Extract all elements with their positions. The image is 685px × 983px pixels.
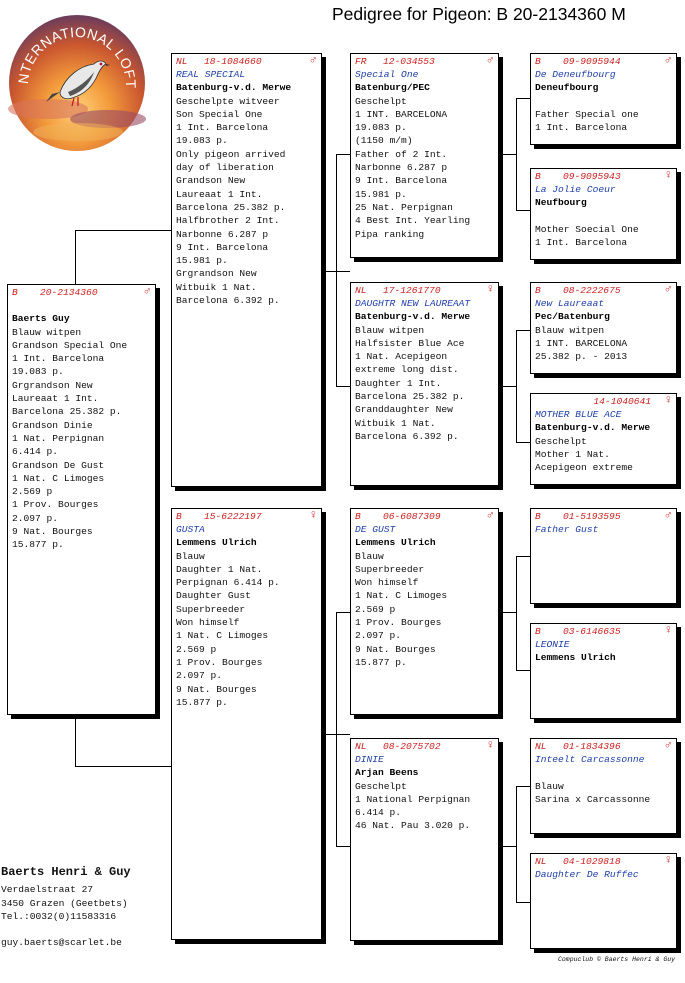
info-line: 1 Nat. C Limoges [176,630,269,642]
pigeon-card-ssd[interactable] [530,168,677,260]
breeder-name: Lemmens Ulrich [535,652,616,664]
connector-line [336,612,350,613]
pigeon-info [535,210,673,250]
info-line: Barcelona 6.392 p. [355,430,459,442]
info-line: Narbonne 6.287 p [176,228,269,240]
pigeon-info [535,324,673,364]
pigeon-card-dss[interactable] [530,508,677,604]
connector-line [516,556,530,557]
pigeon-card-sss[interactable] [530,53,677,145]
info-line: Blauw witpen [535,324,605,336]
pigeon-name: GUSTA [176,524,205,535]
info-line: 1 Prov. Bourges [355,617,442,629]
ring-number: 04-1029818 [563,856,621,867]
info-line: 4 Best Int. Yearling [355,215,471,227]
ring-number: 08-2075702 [383,741,441,752]
info-line: Superbreeder [355,563,425,575]
info-line: Barcelona 6.392 p. [176,295,280,307]
country-code: B [355,511,361,522]
info-line: 1 INT. BARCELONA [535,337,628,349]
connector-line [336,612,337,846]
connector-line [516,210,530,211]
country-code: B [535,511,541,522]
info-line: Geschelpt [355,95,407,107]
info-line: Barcelona 25.382 p. [176,201,286,213]
pigeon-card-dam-sire[interactable] [350,508,499,715]
info-line [535,210,673,223]
pigeon-name: LEONIE [535,639,570,650]
info-line: 1 Int. Barcelona [176,122,269,134]
pigeon-info [535,435,673,475]
male-icon: ♂ [309,53,317,67]
info-line: Blauw witpen [12,326,82,338]
info-line: Daughter Gust [176,590,251,602]
info-line: Blauw witpen [355,324,425,336]
pigeon-card-sire[interactable] [171,53,322,487]
breeder-name: Batenburg/PEC [355,82,430,94]
info-line: Laureaat 1 Int. [12,393,99,405]
male-icon: ♂ [664,738,672,752]
female-icon: ♀ [664,853,672,867]
female-icon: ♀ [486,738,494,752]
ring-number: 15-6222197 [204,511,262,522]
connector-line [336,154,350,155]
pigeon-name: De Deneufbourg [535,69,616,80]
info-line: Grandson De Gust [12,459,105,471]
info-line: 9 Int. Barcelona [355,175,448,187]
info-line: 19.083 p. [12,366,64,378]
connector-line [500,154,516,155]
connector-line [500,846,516,847]
pigeon-name: Father Gust [535,524,599,535]
info-line: Geschelpt [535,435,587,447]
breeder-name: Lemmens Ulrich [176,537,257,549]
info-line: Witbuik 1 Nat. [176,281,257,293]
ring-number: 03-6146635 [563,626,621,637]
male-icon: ♂ [664,508,672,522]
pigeon-card-dam-dam[interactable] [350,738,499,941]
pigeon-card-sdd[interactable] [530,393,677,485]
info-line: Won himself [355,577,419,589]
connector-line [336,846,350,847]
breeder-name: Batenburg-v.d. Merwe [355,311,471,323]
info-line: 2.097 p. [12,512,59,524]
pigeon-info [176,550,318,710]
pigeon-name: DINIE [355,754,384,765]
connector-line [516,786,517,902]
pigeon-name: DAUGHTR NEW LAUREAAT [355,298,471,309]
info-line: Father Special one [535,108,639,120]
pigeon-name: Inteelt Carcassonne [535,754,645,765]
info-line: 15.877 p. [176,696,228,708]
breeder-name: Batenburg-v.d. Merwe [176,82,292,94]
card-header [12,286,152,299]
breeder-name: Lemmens Ulrich [355,537,436,549]
info-line: 1 Prov. Bourges [176,656,263,668]
pigeon-info [12,326,152,552]
female-icon: ♀ [664,393,672,407]
pigeon-name: La Jolie Coeur [535,184,616,195]
info-line: Halfbrother 2 Int. [176,215,280,227]
info-line: 19.083 p. [355,122,407,134]
connector-line [75,766,171,767]
card-header [535,284,673,297]
card-header [535,855,673,868]
card-header [535,740,673,753]
info-line: Son Special One [176,108,263,120]
country-code: B [12,287,18,298]
country-code: B [535,171,541,182]
ring-number: 08-2222675 [563,285,621,296]
info-line: 1 Int. Barcelona [535,237,628,249]
country-code: NL [535,856,547,867]
pigeon-name: MOTHER BLUE ACE [535,409,622,420]
info-line: 25 Nat. Perpignan [355,201,453,213]
connector-line [516,670,530,671]
pigeon-card-sire-dam[interactable] [350,282,499,486]
ring-number: 14-1040641 [593,396,651,407]
connector-line [75,712,76,766]
info-line: 15.877 p. [12,539,64,551]
owner-contact [1,866,131,949]
connector-line [516,442,530,443]
country-code: NL [535,741,547,752]
breeder-name: Pec/Batenburg [535,311,610,323]
info-line: 1 Int. Barcelona [12,353,105,365]
card-header [176,510,318,523]
connector-line [516,556,517,670]
breeder-name: Baerts Guy [12,313,70,325]
info-line: 2.569 p [12,486,53,498]
info-line: Barcelona 25.382 p. [12,406,122,418]
info-line: Laureaat 1 Int. [176,188,263,200]
connector-line [500,612,516,613]
owner-phone: Tel.:0032(0)11583316 [1,910,117,922]
pigeon-info [355,324,495,444]
breeder-name: Batenburg-v.d. Merwe [535,422,651,434]
info-line: 1 Nat. C Limoges [12,472,105,484]
country-code: B [176,511,182,522]
info-line: Daughter 1 Int. [355,377,442,389]
info-line: 15.981 p. [176,255,228,267]
pigeon-card-sds[interactable] [530,282,677,374]
owner-street: Verdaelstraat 27 [1,884,94,896]
info-line: day of liberation [176,162,274,174]
info-line: 2.569 p [355,603,396,615]
info-line: Grgrandson New [176,268,257,280]
info-line: 6.414 p. [355,807,402,819]
card-header [535,395,673,408]
info-line: Pipa ranking [355,228,425,240]
info-line: Grandson New [176,175,246,187]
female-icon: ♀ [486,282,494,296]
info-line: 15.981 p. [355,188,407,200]
male-icon: ♂ [486,53,494,67]
pigeon-card-dam[interactable] [171,508,322,940]
female-icon: ♀ [309,508,317,522]
pigeon-name: Daughter De Ruffec [535,869,639,880]
connector-line [516,330,517,442]
pigeon-name: DE GUST [355,524,396,535]
info-line: Blauw [535,780,564,792]
card-header [535,625,673,638]
info-line: Geschelpt [355,780,407,792]
country-code: B [535,285,541,296]
info-line: extreme long dist. [355,364,459,376]
female-icon: ♀ [664,168,672,182]
male-icon: ♂ [486,508,494,522]
owner-city: 3450 Grazen (Geetbets) [1,897,128,909]
ring-number: 18-1084660 [204,56,262,67]
breeder-name: Arjan Beens [355,767,419,779]
info-line: Blauw [176,550,205,562]
country-code: NL [355,741,367,752]
country-code: NL [355,285,367,296]
pigeon-info [535,95,673,135]
country-code: B [535,626,541,637]
pigeon-info [355,550,495,670]
connector-line [516,786,530,787]
connector-line [516,98,517,210]
info-line: 1 Int. Barcelona [535,122,628,134]
connector-line [500,386,516,387]
card-header [176,55,318,68]
card-header [535,510,673,523]
female-icon: ♀ [664,623,672,637]
info-line: 19.083 p. [176,135,228,147]
info-line: 25.382 p. - 2013 [535,351,628,363]
country-code: B [535,56,541,67]
ring-number: 09-9095943 [563,171,621,182]
breeder-name: Neufbourg [535,197,587,209]
info-line: 9 Nat. Bourges [355,643,436,655]
info-line: 1 Prov. Bourges [12,499,99,511]
ring-number: 17-1261770 [383,285,441,296]
info-line: Acepigeon extreme [535,462,633,474]
pigeon-card-ddd[interactable] [530,853,677,949]
pigeon-info [355,95,495,241]
info-line: Superbreeder [176,603,246,615]
country-code: FR [355,56,367,67]
pigeon-card-sire-sire[interactable] [350,53,499,258]
connector-line [516,902,530,903]
ring-number: 01-1834396 [563,741,621,752]
international-loft-logo [8,14,146,152]
breeder-name [535,766,673,779]
info-line: (1150 m/m) [355,135,413,147]
info-line: 9 Nat. Bourges [12,526,93,538]
pigeon-name: Special One [355,69,419,80]
info-line: Mother 1 Nat. [535,448,610,460]
info-line: 46 Nat. Pau 3.020 p. [355,820,471,832]
pigeon-name: New Laureaat [535,298,605,309]
info-line: 2.097 p. [176,670,223,682]
card-header [535,170,673,183]
info-line: Sarina x Carcassonne [535,793,651,805]
pigeon-info [355,780,495,833]
info-line: 1 Nat. C Limoges [355,590,448,602]
ring-number: 06-6087309 [383,511,441,522]
connector-line [75,230,76,286]
pigeon-card-subject[interactable] [7,284,156,715]
owner-email[interactable]: guy.baerts@scarlet.be [1,937,122,949]
footer-credit: Compuclub © Baerts Henri & Guy [558,956,676,963]
info-line: Witbuik 1 Nat. [355,417,436,429]
info-line [535,95,673,108]
info-line: Won himself [176,617,240,629]
ring-number: 20-2134360 [40,287,98,298]
info-line: Blauw [355,550,384,562]
page-title: Pedigree for Pigeon: B 20-2134360 M [332,4,626,24]
pigeon-card-dsd[interactable] [530,623,677,719]
info-line: Father of 2 Int. [355,148,448,160]
info-line: Grandson Dinie [12,419,93,431]
info-line: Daughter 1 Nat. [176,563,263,575]
card-header [355,284,495,297]
info-line: Mother Soecial One [535,223,639,235]
pigeon-info [176,95,318,308]
card-header [535,55,673,68]
info-line: 1 Nat. Perpignan [12,432,105,444]
info-line: 15.877 p. [355,656,407,668]
ring-number: 12-034553 [383,56,435,67]
info-line: 6.414 p. [12,446,59,458]
info-line: Perpignan 6.414 p. [176,577,280,589]
info-line: 9 Int. Barcelona [176,241,269,253]
connector-line [75,230,171,231]
connector-line [336,154,337,386]
ring-number: 01-5193595 [563,511,621,522]
info-line: Grgrandson New [12,379,93,391]
pigeon-name: REAL SPECIAL [176,69,246,80]
ring-number: 09-9095944 [563,56,621,67]
card-header [355,55,495,68]
info-line: 1 Nat. Acepigeon [355,351,448,363]
info-line: 2.569 p [176,643,217,655]
breeder-name: Deneufbourg [535,82,599,94]
info-line: Only pigeon arrived [176,148,286,160]
male-icon: ♂ [143,284,151,298]
owner-name: Baerts Henri & Guy [1,865,131,879]
male-icon: ♂ [664,53,672,67]
info-line: Barcelona 25.382 p. [355,391,465,403]
info-line: 1 National Perpignan [355,793,471,805]
pigeon-name [12,299,152,312]
connector-line [516,98,530,99]
connector-line [516,330,530,331]
info-line: Halfsister Blue Ace [355,337,465,349]
card-header [355,740,495,753]
info-line: 1 INT. BARCELONA [355,108,448,120]
male-icon: ♂ [664,282,672,296]
card-header [355,510,495,523]
country-code: NL [176,56,188,67]
pigeon-info [535,780,673,807]
connector-line [336,386,350,387]
info-line: Narbonne 6.287 p [355,162,448,174]
svg-text:INTERNATIONAL LOFT: NTERNATIONAL LOFT [14,23,140,89]
pigeon-card-dds[interactable] [530,738,677,834]
info-line: 2.097 p. [355,630,402,642]
info-line: 9 Nat. Bourges [176,683,257,695]
info-line: Grandson Special One [12,339,128,351]
info-line: Geschelpte witveer [176,95,280,107]
info-line: Granddaughter New [355,404,453,416]
